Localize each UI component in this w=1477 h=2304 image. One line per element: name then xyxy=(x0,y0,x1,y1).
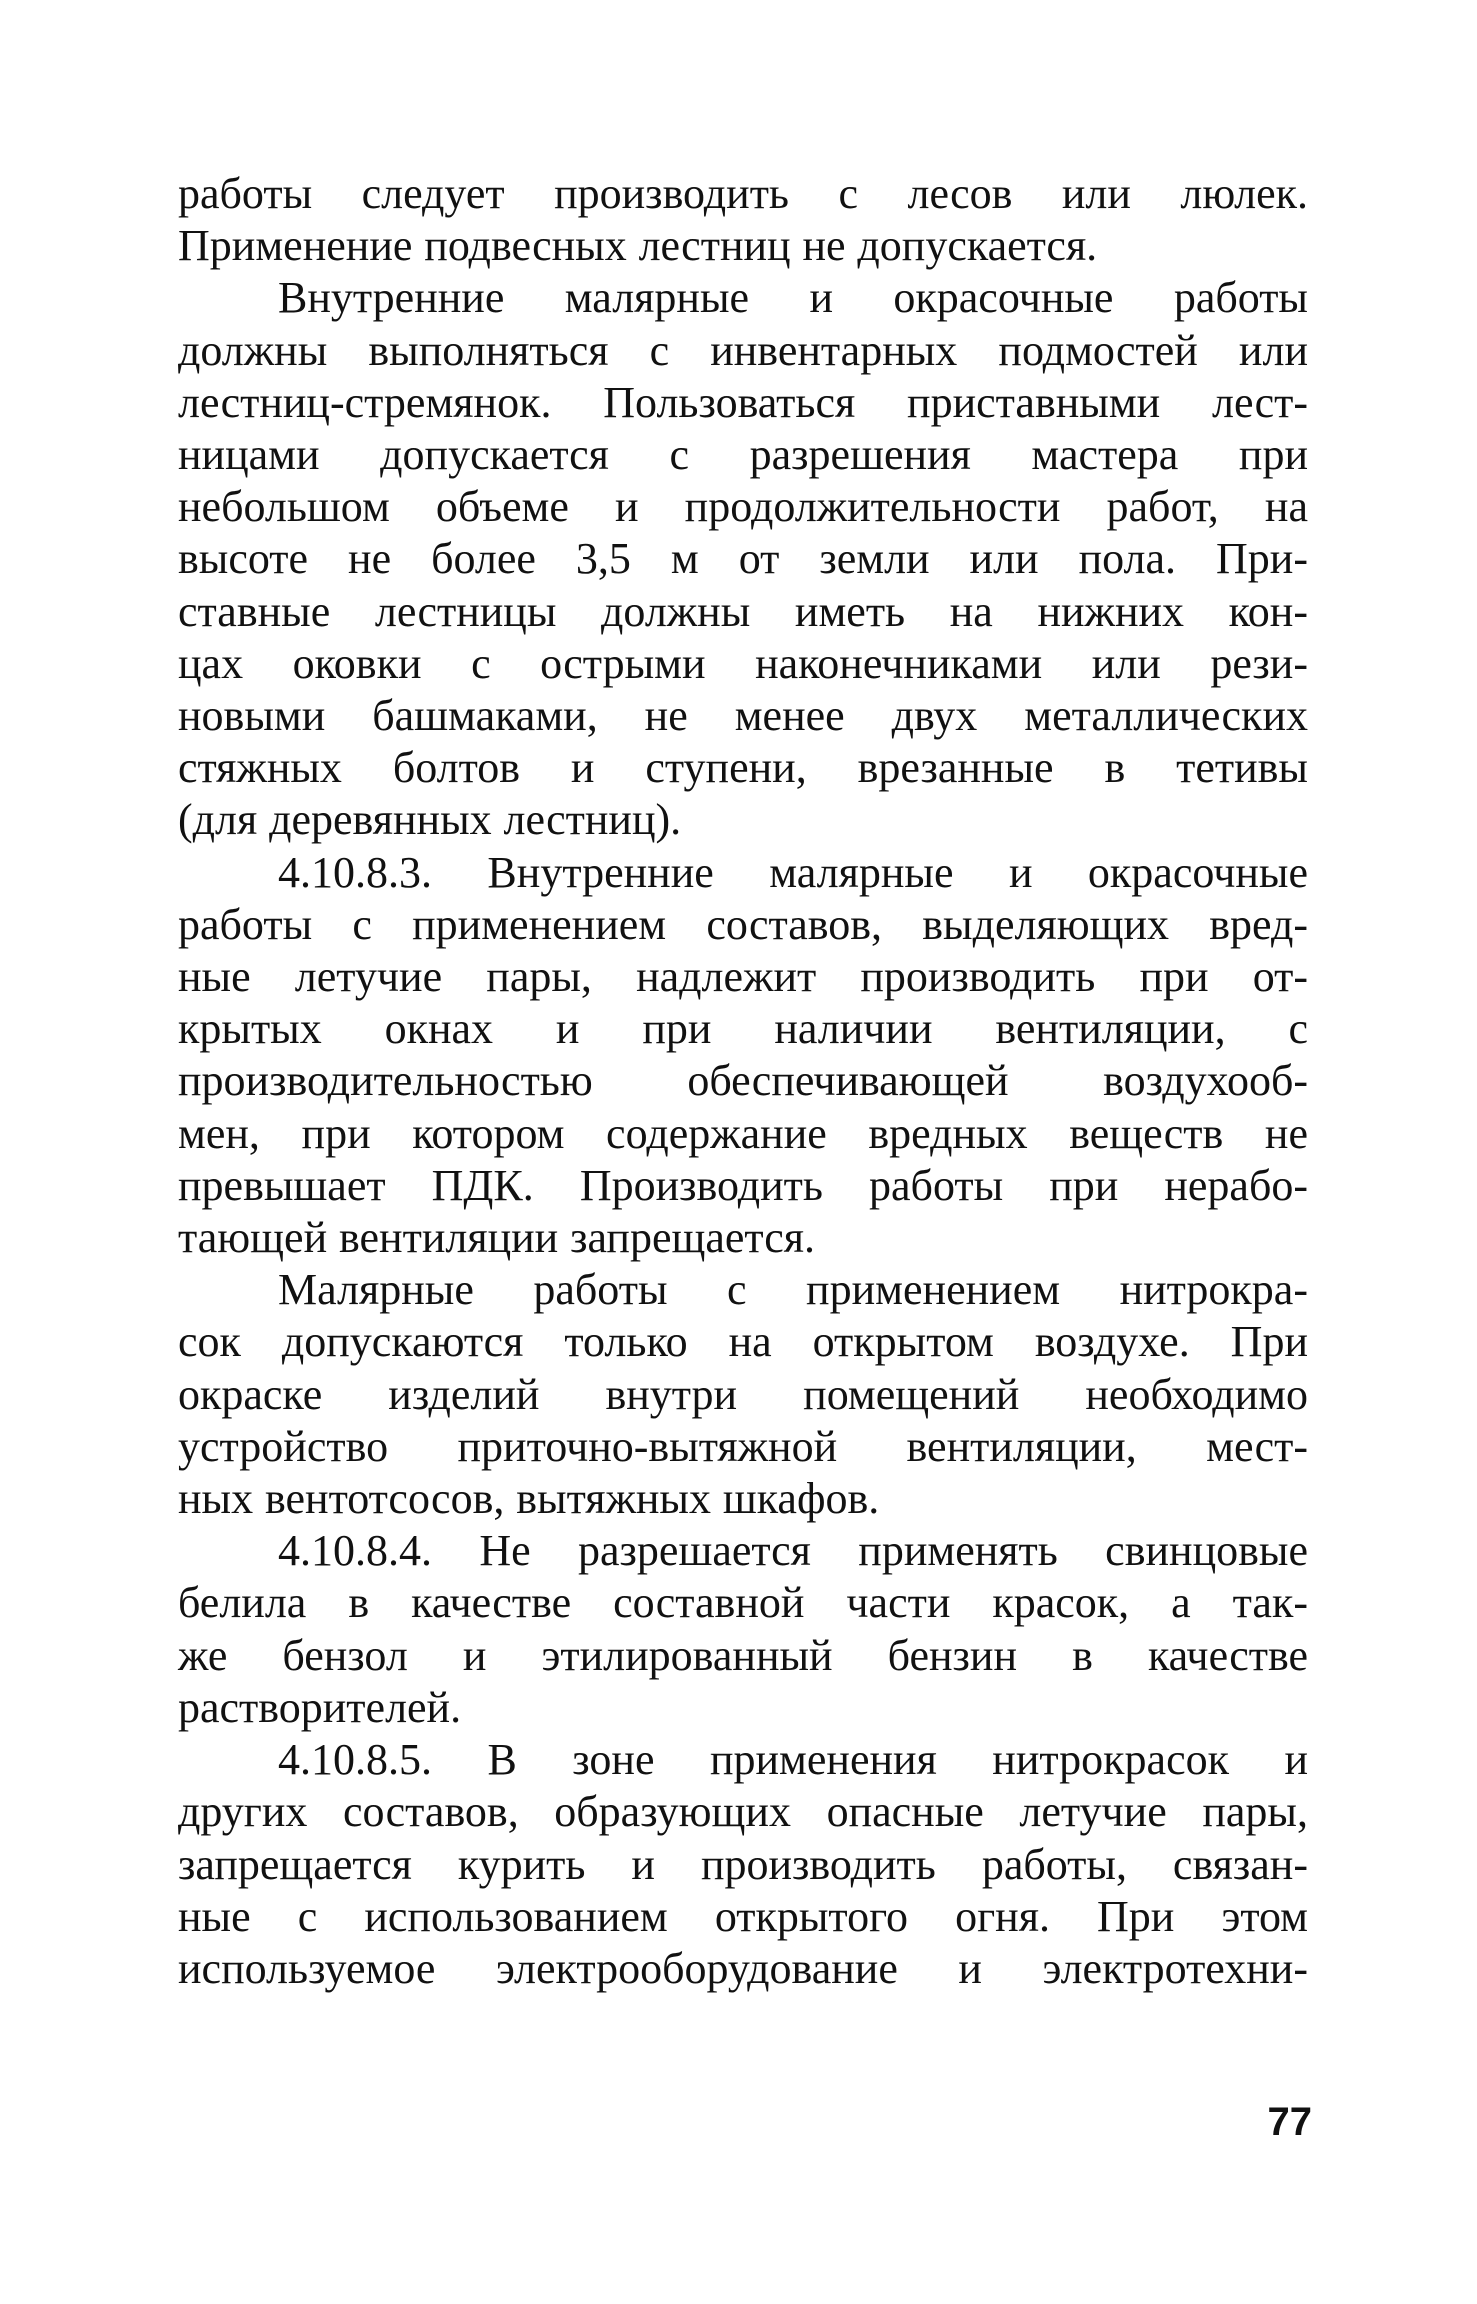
text-line: цах оковки с острыми наконечниками или рези- xyxy=(178,638,1308,688)
text-line: Внутренние малярные и окрасочные работы xyxy=(278,273,1308,323)
text-line: мен, при котором содержание вредных веществ не xyxy=(178,1108,1308,1158)
text-line: устройство приточно-вытяжной вентиляции, мест- xyxy=(178,1421,1308,1471)
text-line: растворителей. xyxy=(178,1682,462,1732)
page-number: 77 xyxy=(1267,2100,1312,2144)
paragraph-6 xyxy=(178,1734,1308,1995)
text-line: 4.10.8.4. Не разрешается применять свинцовые xyxy=(278,1526,1308,1576)
text-line: работы следует производить с лесов или люлек. xyxy=(178,169,1308,218)
text-line: белила в качестве составной части красок, а так- xyxy=(178,1578,1308,1628)
text-line: должны выполняться с инвентарных подмостей или xyxy=(178,325,1308,375)
text-line: тающей вентиляции запрещается. xyxy=(178,1213,815,1263)
text-line: Малярные работы с применением нитрокра- xyxy=(278,1265,1308,1315)
text-line: ницами допускается с разрешения мастера при xyxy=(178,430,1308,480)
paragraph-5 xyxy=(178,1525,1308,1734)
text-line: других составов, образующих опасные летучие пары, xyxy=(178,1787,1308,1837)
text-line: же бензол и этилированный бензин в качестве xyxy=(178,1630,1308,1680)
text-line: работы с применением составов, выделяющих вред- xyxy=(178,899,1308,949)
paragraph-3 xyxy=(178,847,1308,1265)
text-line: производительностью обеспечивающей воздухооб- xyxy=(178,1056,1308,1106)
text-line: 4.10.8.3. Внутренние малярные и окрасочные xyxy=(278,847,1308,897)
paragraph-1 xyxy=(178,168,1308,272)
text-line: окраске изделий внутри помещений необходимо xyxy=(178,1369,1308,1419)
text-line: превышает ПДК. Производить работы при нерабо- xyxy=(178,1160,1308,1210)
text-line: высоте не более 3,5 м от земли или пола. При- xyxy=(178,534,1308,584)
text-line: небольшом объеме и продолжительности работ, на xyxy=(178,482,1308,532)
text-line: сок допускаются только на открытом воздухе. При xyxy=(178,1317,1308,1367)
text-line: стяжных болтов и ступени, врезанные в тетивы xyxy=(178,743,1308,793)
text-line: ные летучие пары, надлежит производить при от- xyxy=(178,952,1308,1002)
text-line: используемое электрооборудование и электротехни- xyxy=(178,1943,1308,1993)
text-line: Применение подвесных лестниц не допускается. xyxy=(178,221,1098,271)
text-line: ные с использованием открытого огня. При этом xyxy=(178,1891,1308,1941)
paragraph-2 xyxy=(178,272,1308,846)
body-text xyxy=(178,168,1308,1995)
text-line: лестниц-стремянок. Пользоваться приставными лест- xyxy=(178,377,1308,427)
text-line: ставные лестницы должны иметь на нижних кон- xyxy=(178,586,1308,636)
text-line: крытых окнах и при наличии вентиляции, с xyxy=(178,1004,1308,1054)
text-line: запрещается курить и производить работы, связан- xyxy=(178,1839,1308,1889)
text-line: 4.10.8.5. В зоне применения нитрокрасок и xyxy=(278,1735,1308,1785)
text-line: (для деревянных лестниц). xyxy=(178,795,682,845)
text-line: новыми башмаками, не менее двух металлических xyxy=(178,691,1308,741)
paragraph-4 xyxy=(178,1264,1308,1525)
text-line: ных вентотсосов, вытяжных шкафов. xyxy=(178,1474,880,1524)
